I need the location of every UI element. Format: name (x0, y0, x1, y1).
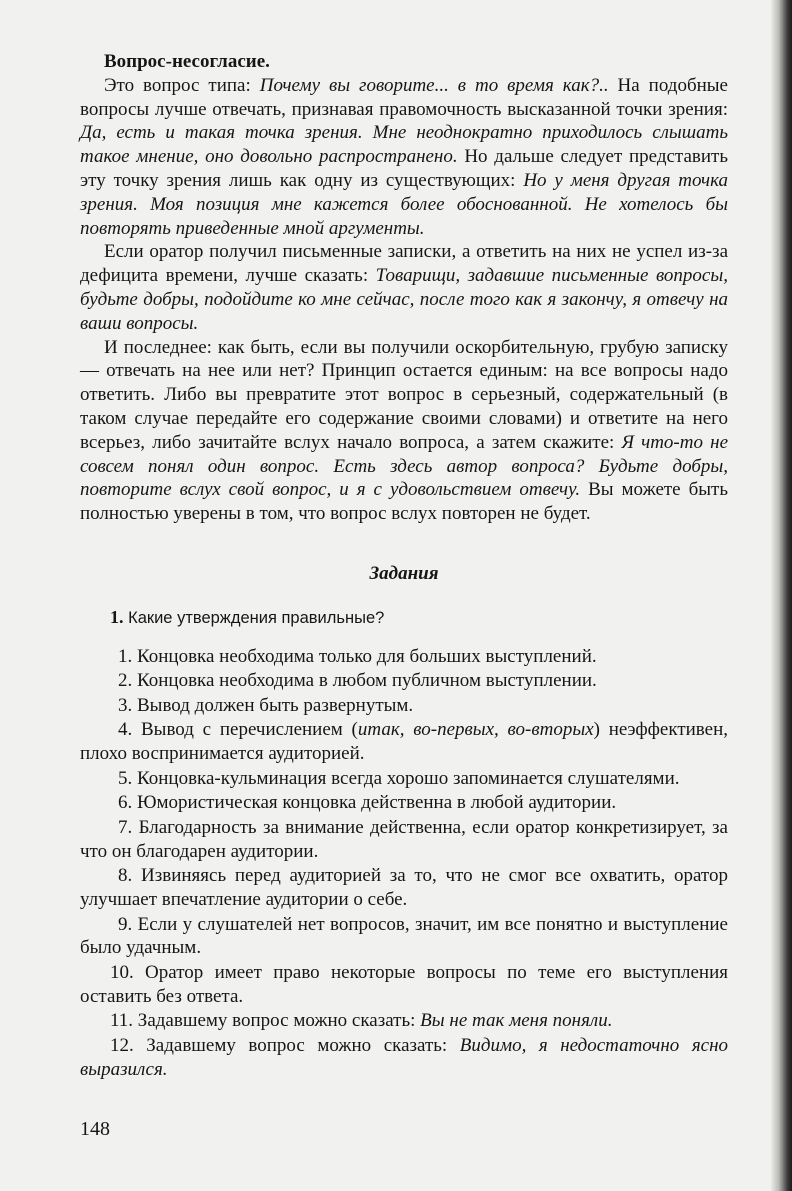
p1-text-2: На подобные вопросы лучше отвечать, признавая правомочность высказанной точки зрения: (80, 74, 728, 120)
p1-italic-2: Да, есть и такая точка зрения. Мне неоднократно приходилось слышать такое мнение, оно довольно распространено. (80, 122, 728, 168)
p3-text-2: Вы можете быть полностью уверены в том, что вопрос вслух повторен не будет. (80, 479, 729, 525)
task-item-number: 10. (110, 962, 134, 984)
task-item (80, 913, 728, 961)
task-item-text: Юмористическая концовка действенна в любой аудитории. (132, 792, 617, 814)
task-item-number: 9. (118, 913, 133, 935)
p1-italic-1: Почему вы говорите... в то время как?.. (259, 74, 609, 96)
page-edge-shadow (770, 0, 792, 1191)
task-item (80, 767, 728, 791)
task-item-italic: Вы не так меня поняли. (420, 1010, 613, 1032)
task-item (80, 718, 728, 766)
task-item-text-2: ) неэффективен, плохо воспринимается аудиторией. (80, 719, 728, 765)
task-item (80, 816, 728, 864)
p1-text-3: Но дальше следует представить эту точку зрения лишь как одну из существующих: (80, 146, 728, 191)
task-item-number: 11. (110, 1010, 134, 1032)
task-item-italic: итак, во-первых, во-вторых (357, 719, 594, 741)
task-item (80, 1009, 728, 1033)
tasks-title: Задания (369, 562, 439, 584)
task-item-italic: Видимо, я недостаточно ясно выразился. (80, 1035, 729, 1080)
task-item-number: 5. (118, 767, 133, 789)
task-item-text: Благодарность за внимание действенна, если оратор конкретизирует, за что он благодарен аудитории. (80, 816, 728, 862)
task-item-text: Задавшему вопрос можно сказать: (133, 1035, 460, 1057)
task-item-text: Концовка необходима только для больших выступлений. (132, 645, 597, 667)
task-item-text: Оратор имеет право некоторые вопросы по теме его выступления оставить без ответа. (80, 962, 728, 1007)
page-number: 148 (80, 1118, 110, 1140)
paragraph-1 (80, 74, 728, 241)
task-item-number: 8. (118, 865, 133, 887)
section-heading: Вопрос-несогласие. (104, 51, 270, 72)
task-item (80, 645, 728, 669)
task-item (80, 669, 728, 693)
task-item-number: 2. (118, 670, 133, 692)
p2-italic-1: Товарищи, задавшие письменные вопросы, будьте добры, подойдите ко мне сейчас, после того как я закончу, я отвечу на ваши вопросы. (80, 265, 728, 334)
question-intro (80, 606, 728, 631)
paragraph-2 (80, 240, 728, 335)
task-item-number: 12. (110, 1035, 134, 1057)
task-item (80, 791, 728, 815)
task-item-text: Задавшему вопрос можно сказать: (133, 1010, 421, 1032)
task-item-text: Если у слушателей нет вопросов, значит, им все понятно и выступление было удачным. (80, 913, 728, 959)
p2-text-1: Если оратор получил письменные записки, а ответить на них не успел из-за дефицита времени, лучше сказать: (80, 241, 728, 287)
task-item-number: 1. (118, 645, 133, 667)
task-item-number: 7. (118, 816, 133, 838)
task-item-text: Извиняясь перед аудиторией за то, что не смог все охватить, оратор улучшает впечатление аудитории о себе. (80, 865, 728, 911)
question-number: 1. (110, 606, 124, 627)
task-item-text: Концовка необходима в любом публичном выступлении. (132, 670, 597, 692)
task-item-number: 4. (118, 719, 133, 741)
paragraph-3 (80, 336, 728, 526)
task-item (80, 694, 728, 718)
p1-text-1: Это вопрос типа: (104, 74, 260, 96)
task-item-number: 6. (118, 792, 133, 814)
task-list (80, 645, 728, 1082)
task-item (80, 1034, 728, 1082)
task-item (80, 961, 728, 1009)
page-content (80, 50, 728, 1082)
task-item-text: Вывод с перечислением ( (132, 719, 358, 741)
task-item-text: Концовка-кульминация всегда хорошо запоминается слушателями. (132, 767, 680, 789)
task-item-text: Вывод должен быть развернутым. (132, 694, 414, 716)
question-text: Какие утверждения правильные? (123, 608, 385, 627)
task-item-number: 3. (118, 694, 133, 716)
p3-italic-1: Я что-то не совсем понял один вопрос. Есть здесь автор вопроса? Будьте добры, повторите вслух свой вопрос, и я с удовольствием отвечу. (80, 431, 728, 501)
p1-italic-3: Но у меня другая точка зрения. Моя позиция мне кажется более обоснованной. Не хотелось бы повторять приведенные мной аргументы. (80, 169, 728, 239)
task-item (80, 864, 728, 912)
p3-text-1: И последнее: как быть, если вы получили оскорбительную, грубую записку — отвечать на нее или нет? Принцип остается единым: на все вопросы надо ответить. Либо вы превратите этот вопрос в серьезный, содержательный (в таком случае передайте его содержание своими словами) и ответите на него всерьез, либо зачитайте вслух начало вопроса, а затем скажите: (80, 336, 728, 453)
